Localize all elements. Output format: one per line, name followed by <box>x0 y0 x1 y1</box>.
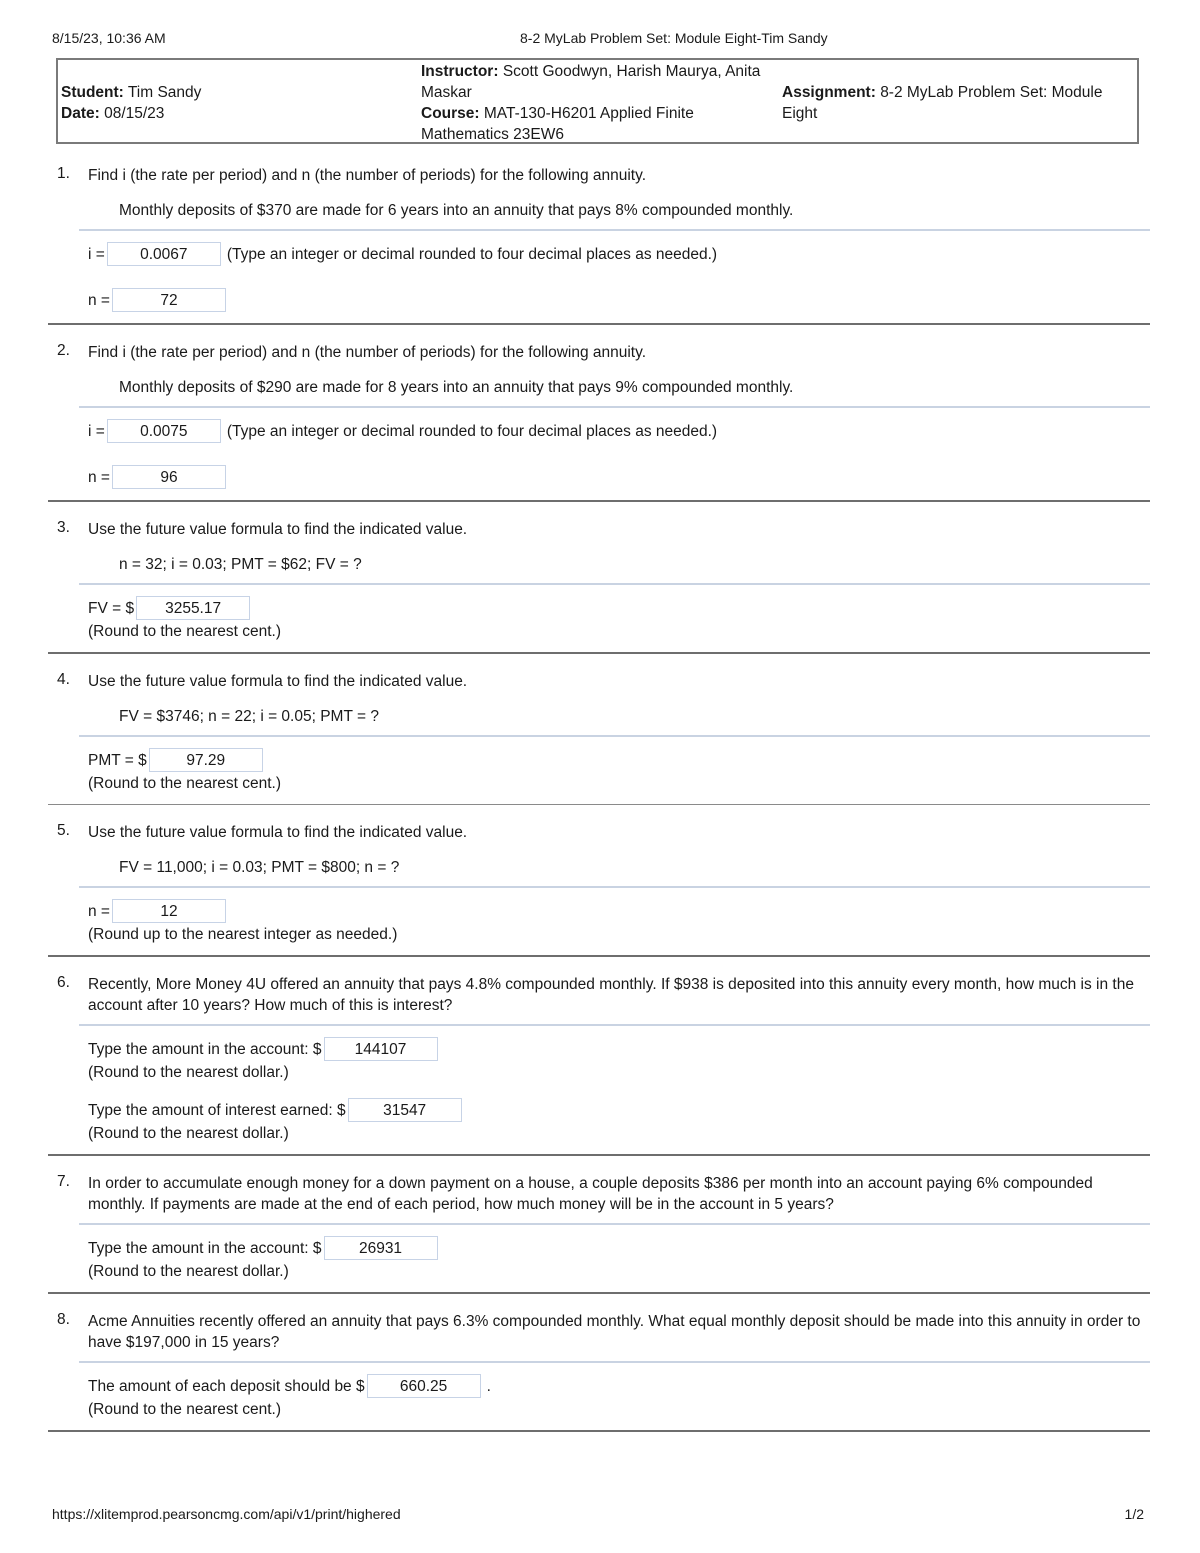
problem-number: 4. <box>57 671 70 688</box>
problem-list <box>48 160 1150 1444</box>
n-label: n = <box>88 291 110 309</box>
answer-area <box>79 1361 1150 1420</box>
problem-question: Use the future value formula to find the indicated value. <box>88 521 468 538</box>
print-date: 8/15/23, 10:36 AM <box>52 30 166 46</box>
n-label: n = <box>88 902 110 920</box>
problem-7 <box>48 1168 1150 1294</box>
instructor-course-info <box>421 61 771 145</box>
i-answer-field[interactable]: 0.0075 <box>107 419 221 443</box>
problem-given: Monthly deposits of $290 are made for 8 years into an annuity that pays 9% compounded monthly. <box>119 379 794 396</box>
rounding-instruction: (Round to the nearest dollar.) <box>88 1064 289 1081</box>
assignment-name: 8-2 MyLab Problem Set: Module Eight <box>782 84 1103 122</box>
n-answer-field[interactable]: 96 <box>112 465 226 489</box>
student-name: Tim Sandy <box>127 84 202 101</box>
problem-question: Find i (the rate per period) and n (the number of periods) for the following annuity. <box>88 167 647 184</box>
rounding-instruction: (Round to the nearest cent.) <box>88 775 282 792</box>
problem-4 <box>48 666 1150 805</box>
problem-question: In order to accumulate enough money for a down payment on a house, a couple deposits $386 per month into an account paying 6% compounded monthly. If payments are made at the end of each period, how much money will be in the account in 5 years? <box>88 1175 1093 1213</box>
problem-number: 5. <box>57 822 70 839</box>
n-answer-field[interactable]: 72 <box>112 288 226 312</box>
i-answer-field[interactable]: 0.0067 <box>107 242 221 266</box>
problem-3 <box>48 514 1150 654</box>
problem-question: Find i (the rate per period) and n (the number of periods) for the following annuity. <box>88 344 647 361</box>
problem-number: 7. <box>57 1173 70 1190</box>
deposit-suffix: . <box>486 1377 491 1395</box>
problem-given: FV = 11,000; i = 0.03; PMT = $800; n = ? <box>119 859 400 876</box>
rounding-instruction: (Round to the nearest dollar.) <box>88 1125 289 1142</box>
answer-area <box>79 735 1150 794</box>
answer-area <box>79 886 1150 945</box>
account-amount-label: Type the amount in the account: $ <box>88 1040 322 1058</box>
i-label: i = <box>88 422 105 440</box>
print-header <box>52 30 1148 50</box>
pmt-answer-field[interactable]: 97.29 <box>149 748 263 772</box>
account-amount-field[interactable]: 144107 <box>324 1037 438 1061</box>
assignment-info-box <box>56 58 1139 144</box>
problem-5 <box>48 817 1150 957</box>
problem-given: FV = $3746; n = 22; i = 0.05; PMT = ? <box>119 708 379 725</box>
answer-area <box>79 1223 1150 1282</box>
instructor-names: Scott Goodwyn, Harish Maurya, Anita Maskar <box>421 63 761 101</box>
answer-area <box>79 583 1150 642</box>
problem-number: 6. <box>57 974 70 991</box>
problem-question: Acme Annuities recently offered an annuity that pays 6.3% compounded monthly. What equal monthly deposit should be made into this annuity in order to have $197,000 in 15 years? <box>88 1313 1141 1351</box>
problem-given: Monthly deposits of $370 are made for 6 years into an annuity that pays 8% compounded monthly. <box>119 202 794 219</box>
date-label: Date: <box>61 105 100 122</box>
student-info <box>61 82 201 124</box>
rounding-instruction: (Round up to the nearest integer as needed.) <box>88 926 398 943</box>
i-instruction: (Type an integer or decimal rounded to four decimal places as needed.) <box>226 245 718 263</box>
problem-question: Use the future value formula to find the indicated value. <box>88 824 468 841</box>
problem-question: Use the future value formula to find the indicated value. <box>88 673 468 690</box>
interest-field[interactable]: 31547 <box>348 1098 462 1122</box>
answer-area <box>79 229 1150 313</box>
assignment-date: 08/15/23 <box>104 105 165 122</box>
document-title: 8-2 MyLab Problem Set: Module Eight-Tim Sandy <box>520 30 828 46</box>
i-label: i = <box>88 245 105 263</box>
pmt-label: PMT = $ <box>88 751 147 769</box>
page-number: 1/2 <box>1124 1506 1144 1522</box>
problem-6 <box>48 969 1150 1156</box>
problem-number: 3. <box>57 519 70 536</box>
problem-number: 1. <box>57 165 70 182</box>
fv-label: FV = $ <box>88 599 135 617</box>
n-answer-field[interactable]: 12 <box>112 899 226 923</box>
interest-label: Type the amount of interest earned: $ <box>88 1101 346 1119</box>
course-name: MAT-130-H6201 Applied Finite Mathematics 23EW6 <box>421 105 694 143</box>
rounding-instruction: (Round to the nearest cent.) <box>88 623 282 640</box>
account-amount-field[interactable]: 26931 <box>324 1236 438 1260</box>
problem-given: n = 32; i = 0.03; PMT = $62; FV = ? <box>119 556 362 573</box>
source-url: https://xlitemprod.pearsoncmg.com/api/v1/print/highered <box>52 1506 401 1522</box>
problem-number: 8. <box>57 1311 70 1328</box>
rounding-instruction: (Round to the nearest dollar.) <box>88 1263 289 1280</box>
student-label: Student: <box>61 84 124 101</box>
problem-2 <box>48 337 1150 502</box>
answer-area <box>79 406 1150 490</box>
instructor-label: Instructor: <box>421 63 499 80</box>
problem-question: Recently, More Money 4U offered an annuity that pays 4.8% compounded monthly. If $938 is deposited into this annuity every month, how much is in the account after 10 years? How much of this is interest? <box>88 976 1134 1014</box>
deposit-field[interactable]: 660.25 <box>367 1374 481 1398</box>
assignment-label: Assignment: <box>782 84 876 101</box>
answer-area <box>79 1024 1150 1144</box>
i-instruction: (Type an integer or decimal rounded to four decimal places as needed.) <box>226 422 718 440</box>
course-label: Course: <box>421 105 480 122</box>
account-amount-label: Type the amount in the account: $ <box>88 1239 322 1257</box>
problem-1 <box>48 160 1150 325</box>
problem-number: 2. <box>57 342 70 359</box>
fv-answer-field[interactable]: 3255.17 <box>136 596 250 620</box>
deposit-label: The amount of each deposit should be $ <box>88 1377 365 1395</box>
assignment-info <box>782 82 1142 124</box>
rounding-instruction: (Round to the nearest cent.) <box>88 1401 282 1418</box>
n-label: n = <box>88 468 110 486</box>
problem-8 <box>48 1306 1150 1432</box>
